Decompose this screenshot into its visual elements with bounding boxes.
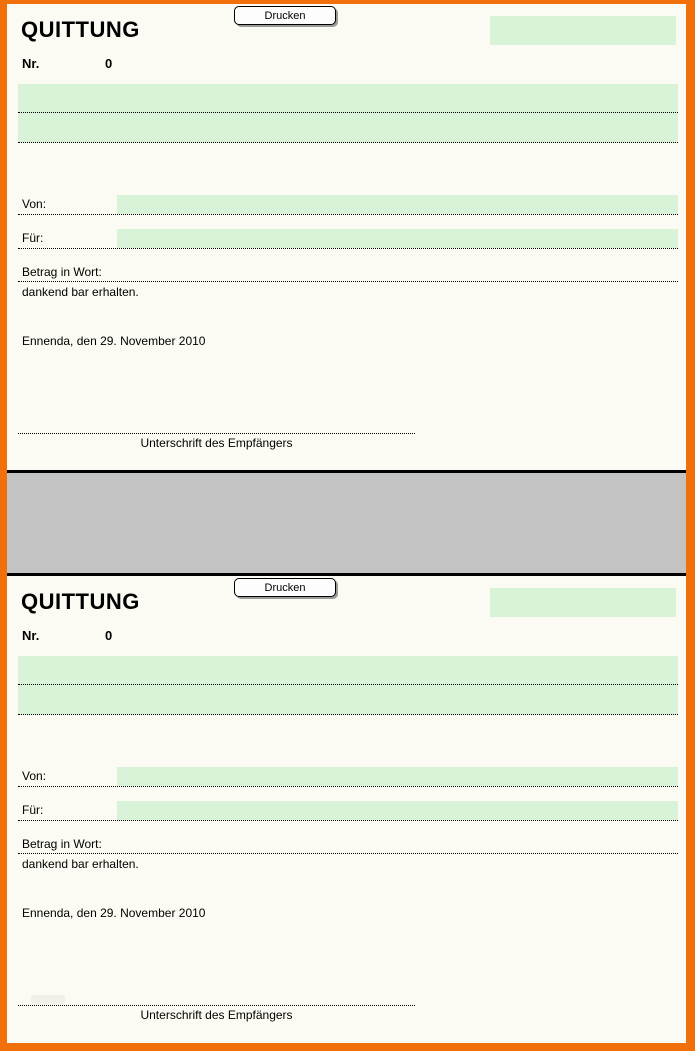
receipt-separator [7,470,686,576]
betrag-label: Betrag in Wort: [22,265,102,279]
betrag-row [18,262,678,282]
receipt-number-row [22,56,112,71]
print-button[interactable]: Drucken [234,6,336,25]
receipt-top [7,4,686,470]
receipt-number-row [22,628,112,643]
receipt-bottom [7,576,686,1043]
signature-caption: Unterschrift des Empfängers [140,436,293,450]
von-label: Von: [22,769,47,783]
place-date-line: Ennenda, den 29. November 2010 [22,906,206,920]
von-field[interactable] [117,767,678,786]
received-note: dankend bar erhalten. [22,857,139,871]
place-date-line: Ennenda, den 29. November 2010 [22,334,206,348]
print-button[interactable]: Drucken [234,578,336,597]
von-field[interactable] [117,195,678,214]
receipt-number-label: Nr. [22,56,40,71]
text-row-1-field[interactable] [18,656,678,685]
receipt-title: QUITTUNG [21,589,140,614]
text-row-2-field[interactable] [18,113,678,143]
amount-field[interactable] [490,16,676,45]
amount-field[interactable] [490,588,676,617]
fuer-label: Für: [22,231,44,245]
fuer-row [18,228,678,249]
fuer-field[interactable] [117,801,678,820]
receipt-title: QUITTUNG [21,17,140,42]
betrag-row [18,834,678,854]
fuer-label: Für: [22,803,44,817]
form-area [7,4,686,1043]
text-row-1-field[interactable] [18,84,678,113]
text-row-2-field[interactable] [18,685,678,715]
fuer-row [18,800,678,821]
von-label: Von: [22,197,47,211]
signature-line [18,980,415,1006]
receipt-number-label: Nr. [22,628,40,643]
fuer-field[interactable] [117,229,678,248]
betrag-label: Betrag in Wort: [22,837,102,851]
signature-line [18,408,415,434]
von-row [18,194,678,215]
receipt-number-value: 0 [105,56,113,71]
signature-caption: Unterschrift des Empfängers [140,1008,293,1022]
receipt-number-value: 0 [105,628,113,643]
received-note: dankend bar erhalten. [22,285,139,299]
von-row [18,766,678,787]
